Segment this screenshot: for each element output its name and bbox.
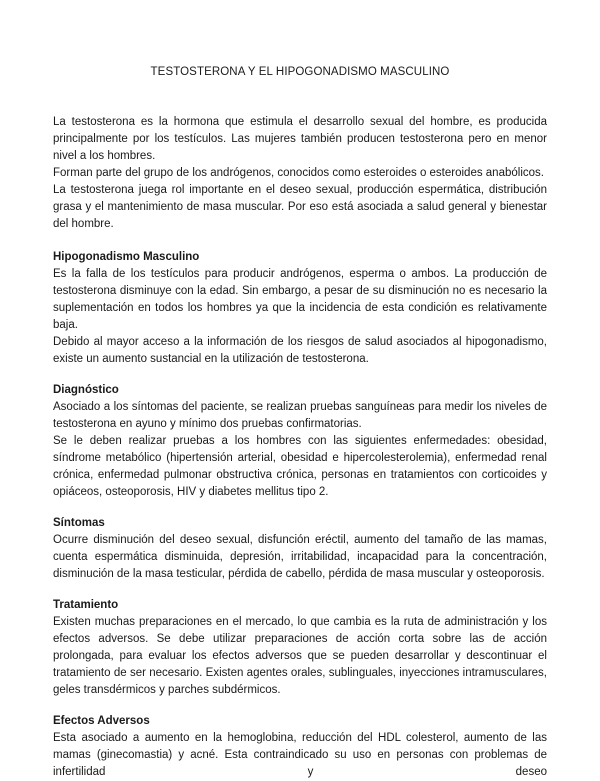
intro-paragraph: La testosterona es la hormona que estimula el desarrollo sexual del hombre, es producida principalmente por los testículos. Las mujeres también producen testosterona pero en menor nivel a los hombres.: [53, 116, 547, 162]
section-heading: Diagnóstico: [53, 384, 119, 396]
section-paragraph: Existen muchas preparaciones en el mercado, lo que cambia es la ruta de administración y los efectos adversos. Se debe utilizar preparaciones de acción corta sobre las de acción prolongada, para evaluar los efectos adversos que se pueden desarrollar y descontinuar el tratamiento de ser necesario. Existen agentes orales, sublinguales, inyecciones intramusculares, geles transdérmicos y parches subdérmicos.: [53, 616, 547, 696]
section-heading: Síntomas: [53, 517, 105, 529]
section-paragraph: Ocurre disminución del deseo sexual, disfunción eréctil, aumento del tamaño de las mamas, cuenta espermática disminuida, depresión, irritabilidad, incapacidad para la concentración, disminución de la masa testicular, pérdida de cabello, pérdida de masa muscular y osteoporosis.: [53, 534, 547, 580]
intro-section: [53, 114, 547, 233]
document-title: TESTOSTERONA Y EL HIPOGONADISMO MASCULINO: [150, 66, 450, 78]
section-heading: Tratamiento: [53, 599, 119, 611]
intro-paragraph: Forman parte del grupo de los andrógenos, conocidos como esteroides o esteroides anabólicos.: [53, 167, 544, 179]
section-tratamiento: [53, 597, 547, 699]
section-paragraph: Es la falla de los testículos para producir andrógenos, esperma o ambos. La producción de testosterona disminuye con la edad. Sin embargo, a pesar de su disminución no es necesario la suplementación en todos los hombres ya que la incidencia de esta condición es relativamente baja.: [53, 268, 547, 331]
section-heading: Hipogonadismo Masculino: [53, 251, 200, 263]
section-efectos-adversos: [53, 713, 547, 781]
section-sintomas: [53, 515, 547, 583]
section-paragraph: Asociado a los síntomas del paciente, se realizan pruebas sanguíneas para medir los niveles de testosterona en ayuno y mínimo dos pruebas confirmatorias.: [53, 401, 547, 430]
section-hipogonadismo: [53, 249, 547, 368]
intro-paragraph: La testosterona juega rol importante en el deseo sexual, producción espermática, distribución grasa y el mantenimiento de masa muscular. Por eso está asociada a salud general y bienestar del hombre.: [53, 184, 547, 230]
section-paragraph: Se le deben realizar pruebas a los hombres con las siguientes enfermedades: obesidad, síndrome metabólico (hipertensión arterial, obesidad e hipercolesterolemia), enfermedad renal crónica, enfermedad pulmonar obstructiva crónica, personas en tratamientos con corticoides y opiáceos, osteoporosis, HIV y diabetes mellitus tipo 2.: [53, 435, 547, 498]
section-paragraph: Esta asociado a aumento en la hemoglobina, reducción del HDL colesterol, aumento de las mamas (ginecomastia) y acné. Esta contraindicado su uso en personas con problemas de infertilidad y deseo: [53, 732, 547, 778]
section-diagnostico: [53, 382, 547, 501]
section-paragraph: Debido al mayor acceso a la información de los riesgos de salud asociados al hipogonadismo, existe un aumento sustancial en la utilización de testosterona.: [53, 336, 547, 365]
section-heading: Efectos Adversos: [53, 715, 150, 727]
